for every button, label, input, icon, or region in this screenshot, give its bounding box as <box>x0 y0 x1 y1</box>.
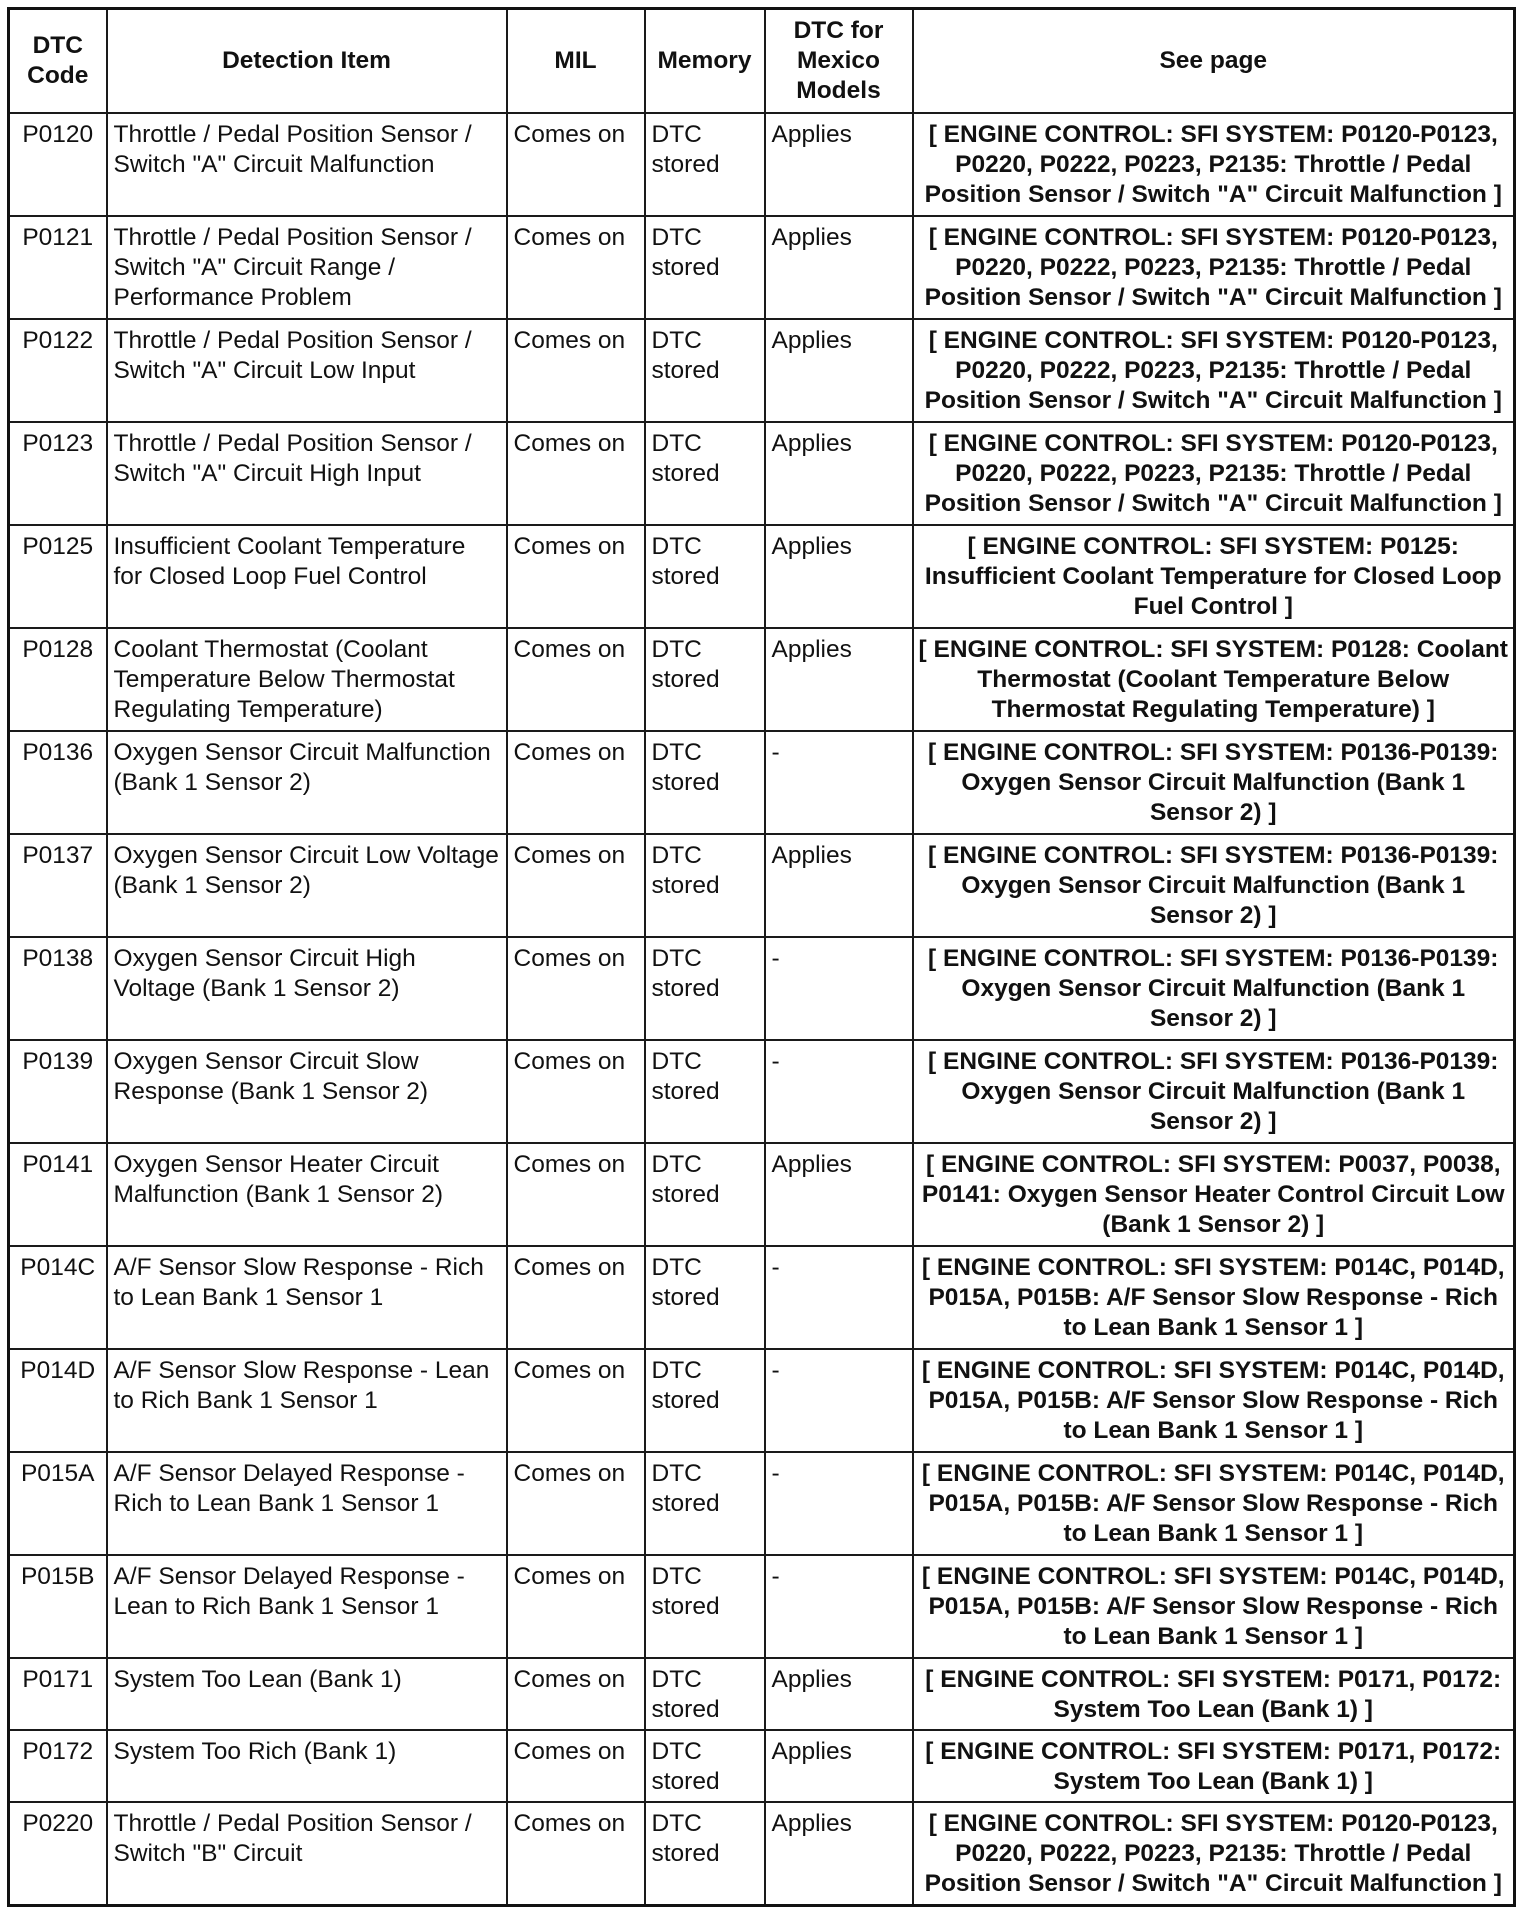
see-page-cell: [ ENGINE CONTROL: SFI SYSTEM: P014C, P014D, P015A, P015B: A/F Sensor Slow Response - Rich to Lean Bank 1 Sensor 1 ] <box>913 1349 1515 1452</box>
see-page-cell: [ ENGINE CONTROL: SFI SYSTEM: P014C, P014D, P015A, P015B: A/F Sensor Slow Response - Rich to Lean Bank 1 Sensor 1 ] <box>913 1246 1515 1349</box>
detection-item-cell: Oxygen Sensor Circuit Low Voltage (Bank 1 Sensor 2) <box>107 834 507 937</box>
mil-cell: Comes on <box>507 1730 645 1802</box>
detection-item-cell: Throttle / Pedal Position Sensor / Switch "A" Circuit Malfunction <box>107 113 507 216</box>
dtc-mexico-cell: - <box>765 731 913 834</box>
dtc-mexico-cell: - <box>765 1246 913 1349</box>
header-row <box>9 9 1515 114</box>
mil-cell: Comes on <box>507 216 645 319</box>
dtc-code-cell: P0123 <box>9 422 107 525</box>
table-row <box>9 1730 1515 1802</box>
dtc-mexico-cell: - <box>765 1040 913 1143</box>
see-page-cell: [ ENGINE CONTROL: SFI SYSTEM: P0125: Insufficient Coolant Temperature for Closed Loop Fuel Control ] <box>913 525 1515 628</box>
detection-item-cell: System Too Rich (Bank 1) <box>107 1730 507 1802</box>
mil-cell: Comes on <box>507 1143 645 1246</box>
memory-cell: DTC stored <box>645 113 765 216</box>
table-row <box>9 422 1515 525</box>
header-see-page: See page <box>913 9 1515 114</box>
dtc-code-cell: P014D <box>9 1349 107 1452</box>
dtc-code-cell: P014C <box>9 1246 107 1349</box>
detection-item-cell: Throttle / Pedal Position Sensor / Switch "B" Circuit <box>107 1802 507 1905</box>
detection-item-cell: Throttle / Pedal Position Sensor / Switch "A" Circuit High Input <box>107 422 507 525</box>
table-row <box>9 1246 1515 1349</box>
dtc-mexico-cell: Applies <box>765 216 913 319</box>
dtc-code-cell: P0122 <box>9 319 107 422</box>
dtc-mexico-cell: Applies <box>765 1658 913 1730</box>
detection-item-cell: Oxygen Sensor Circuit Slow Response (Bank 1 Sensor 2) <box>107 1040 507 1143</box>
detection-item-cell: A/F Sensor Slow Response - Lean to Rich Bank 1 Sensor 1 <box>107 1349 507 1452</box>
see-page-cell: [ ENGINE CONTROL: SFI SYSTEM: P0128: Coolant Thermostat (Coolant Temperature Below Thermostat Regulating Temperature) ] <box>913 628 1515 731</box>
memory-cell: DTC stored <box>645 1040 765 1143</box>
memory-cell: DTC stored <box>645 834 765 937</box>
mil-cell: Comes on <box>507 1555 645 1658</box>
see-page-cell: [ ENGINE CONTROL: SFI SYSTEM: P0136-P0139: Oxygen Sensor Circuit Malfunction (Bank 1 Sensor 2) ] <box>913 937 1515 1040</box>
dtc-mexico-cell: Applies <box>765 525 913 628</box>
header-mil: MIL <box>507 9 645 114</box>
memory-cell: DTC stored <box>645 937 765 1040</box>
memory-cell: DTC stored <box>645 525 765 628</box>
see-page-cell: [ ENGINE CONTROL: SFI SYSTEM: P014C, P014D, P015A, P015B: A/F Sensor Slow Response - Rich to Lean Bank 1 Sensor 1 ] <box>913 1555 1515 1658</box>
dtc-mexico-cell: - <box>765 1349 913 1452</box>
mil-cell: Comes on <box>507 1802 645 1905</box>
mil-cell: Comes on <box>507 1349 645 1452</box>
table-row <box>9 1349 1515 1452</box>
dtc-mexico-cell: Applies <box>765 113 913 216</box>
table-row <box>9 937 1515 1040</box>
detection-item-cell: Oxygen Sensor Circuit Malfunction (Bank 1 Sensor 2) <box>107 731 507 834</box>
see-page-cell: [ ENGINE CONTROL: SFI SYSTEM: P0136-P0139: Oxygen Sensor Circuit Malfunction (Bank 1 Sensor 2) ] <box>913 834 1515 937</box>
memory-cell: DTC stored <box>645 1143 765 1246</box>
memory-cell: DTC stored <box>645 1730 765 1802</box>
memory-cell: DTC stored <box>645 422 765 525</box>
memory-cell: DTC stored <box>645 731 765 834</box>
see-page-cell: [ ENGINE CONTROL: SFI SYSTEM: P0171, P0172: System Too Lean (Bank 1) ] <box>913 1730 1515 1802</box>
dtc-code-cell: P0171 <box>9 1658 107 1730</box>
mil-cell: Comes on <box>507 937 645 1040</box>
see-page-cell: [ ENGINE CONTROL: SFI SYSTEM: P0136-P0139: Oxygen Sensor Circuit Malfunction (Bank 1 Sensor 2) ] <box>913 1040 1515 1143</box>
see-page-cell: [ ENGINE CONTROL: SFI SYSTEM: P0136-P0139: Oxygen Sensor Circuit Malfunction (Bank 1 Sensor 2) ] <box>913 731 1515 834</box>
header-detection-item: Detection Item <box>107 9 507 114</box>
see-page-cell: [ ENGINE CONTROL: SFI SYSTEM: P0120-P0123, P0220, P0222, P0223, P2135: Throttle / Pedal Position Sensor / Switch "A" Circuit Malfunction ] <box>913 422 1515 525</box>
detection-item-cell: Insufficient Coolant Temperature for Closed Loop Fuel Control <box>107 525 507 628</box>
dtc-code-cell: P015B <box>9 1555 107 1658</box>
mil-cell: Comes on <box>507 1658 645 1730</box>
mil-cell: Comes on <box>507 113 645 216</box>
dtc-code-cell: P0141 <box>9 1143 107 1246</box>
dtc-mexico-cell: Applies <box>765 628 913 731</box>
table-row <box>9 834 1515 937</box>
detection-item-cell: Oxygen Sensor Circuit High Voltage (Bank 1 Sensor 2) <box>107 937 507 1040</box>
mil-cell: Comes on <box>507 1040 645 1143</box>
table-row <box>9 1802 1515 1905</box>
dtc-code-cell: P0128 <box>9 628 107 731</box>
dtc-code-cell: P0137 <box>9 834 107 937</box>
table-row <box>9 1143 1515 1246</box>
mil-cell: Comes on <box>507 834 645 937</box>
memory-cell: DTC stored <box>645 1246 765 1349</box>
header-memory: Memory <box>645 9 765 114</box>
see-page-cell: [ ENGINE CONTROL: SFI SYSTEM: P014C, P014D, P015A, P015B: A/F Sensor Slow Response - Rich to Lean Bank 1 Sensor 1 ] <box>913 1452 1515 1555</box>
table-row <box>9 1555 1515 1658</box>
dtc-mexico-cell: Applies <box>765 422 913 525</box>
mil-cell: Comes on <box>507 422 645 525</box>
dtc-mexico-cell: - <box>765 1555 913 1658</box>
header-dtc-mexico: DTC for Mexico Models <box>765 9 913 114</box>
dtc-code-cell: P0139 <box>9 1040 107 1143</box>
detection-item-cell: A/F Sensor Delayed Response - Rich to Lean Bank 1 Sensor 1 <box>107 1452 507 1555</box>
see-page-cell: [ ENGINE CONTROL: SFI SYSTEM: P0120-P0123, P0220, P0222, P0223, P2135: Throttle / Pedal Position Sensor / Switch "A" Circuit Malfunction ] <box>913 113 1515 216</box>
dtc-mexico-cell: Applies <box>765 319 913 422</box>
table-row <box>9 628 1515 731</box>
dtc-mexico-cell: Applies <box>765 1802 913 1905</box>
dtc-code-cell: P0138 <box>9 937 107 1040</box>
detection-item-cell: Throttle / Pedal Position Sensor / Switch "A" Circuit Range / Performance Problem <box>107 216 507 319</box>
memory-cell: DTC stored <box>645 216 765 319</box>
detection-item-cell: Coolant Thermostat (Coolant Temperature Below Thermostat Regulating Temperature) <box>107 628 507 731</box>
see-page-cell: [ ENGINE CONTROL: SFI SYSTEM: P0120-P0123, P0220, P0222, P0223, P2135: Throttle / Pedal Position Sensor / Switch "A" Circuit Malfunction ] <box>913 1802 1515 1905</box>
memory-cell: DTC stored <box>645 1658 765 1730</box>
dtc-table <box>7 7 1516 1907</box>
dtc-mexico-cell: Applies <box>765 1143 913 1246</box>
see-page-cell: [ ENGINE CONTROL: SFI SYSTEM: P0120-P0123, P0220, P0222, P0223, P2135: Throttle / Pedal Position Sensor / Switch "A" Circuit Malfunction ] <box>913 216 1515 319</box>
detection-item-cell: A/F Sensor Delayed Response - Lean to Rich Bank 1 Sensor 1 <box>107 1555 507 1658</box>
mil-cell: Comes on <box>507 731 645 834</box>
mil-cell: Comes on <box>507 1246 645 1349</box>
table-row <box>9 319 1515 422</box>
mil-cell: Comes on <box>507 1452 645 1555</box>
dtc-code-cell: P0120 <box>9 113 107 216</box>
memory-cell: DTC stored <box>645 628 765 731</box>
table-row <box>9 1452 1515 1555</box>
dtc-mexico-cell: Applies <box>765 834 913 937</box>
memory-cell: DTC stored <box>645 319 765 422</box>
detection-item-cell: Throttle / Pedal Position Sensor / Switch "A" Circuit Low Input <box>107 319 507 422</box>
detection-item-cell: System Too Lean (Bank 1) <box>107 1658 507 1730</box>
mil-cell: Comes on <box>507 628 645 731</box>
dtc-code-cell: P015A <box>9 1452 107 1555</box>
memory-cell: DTC stored <box>645 1802 765 1905</box>
memory-cell: DTC stored <box>645 1349 765 1452</box>
table-row <box>9 216 1515 319</box>
dtc-code-cell: P0121 <box>9 216 107 319</box>
dtc-code-cell: P0136 <box>9 731 107 834</box>
see-page-cell: [ ENGINE CONTROL: SFI SYSTEM: P0171, P0172: System Too Lean (Bank 1) ] <box>913 1658 1515 1730</box>
mil-cell: Comes on <box>507 319 645 422</box>
table-row <box>9 1040 1515 1143</box>
table-row <box>9 731 1515 834</box>
dtc-mexico-cell: Applies <box>765 1730 913 1802</box>
memory-cell: DTC stored <box>645 1452 765 1555</box>
see-page-cell: [ ENGINE CONTROL: SFI SYSTEM: P0120-P0123, P0220, P0222, P0223, P2135: Throttle / Pedal Position Sensor / Switch "A" Circuit Malfunction ] <box>913 319 1515 422</box>
header-dtc-code: DTC Code <box>9 9 107 114</box>
dtc-mexico-cell: - <box>765 1452 913 1555</box>
dtc-mexico-cell: - <box>765 937 913 1040</box>
see-page-cell: [ ENGINE CONTROL: SFI SYSTEM: P0037, P0038, P0141: Oxygen Sensor Heater Control Circuit Low (Bank 1 Sensor 2) ] <box>913 1143 1515 1246</box>
detection-item-cell: Oxygen Sensor Heater Circuit Malfunction (Bank 1 Sensor 2) <box>107 1143 507 1246</box>
table-row <box>9 1658 1515 1730</box>
table-row <box>9 525 1515 628</box>
dtc-code-cell: P0172 <box>9 1730 107 1802</box>
detection-item-cell: A/F Sensor Slow Response - Rich to Lean Bank 1 Sensor 1 <box>107 1246 507 1349</box>
mil-cell: Comes on <box>507 525 645 628</box>
dtc-code-cell: P0220 <box>9 1802 107 1905</box>
dtc-code-cell: P0125 <box>9 525 107 628</box>
table-row <box>9 113 1515 216</box>
memory-cell: DTC stored <box>645 1555 765 1658</box>
